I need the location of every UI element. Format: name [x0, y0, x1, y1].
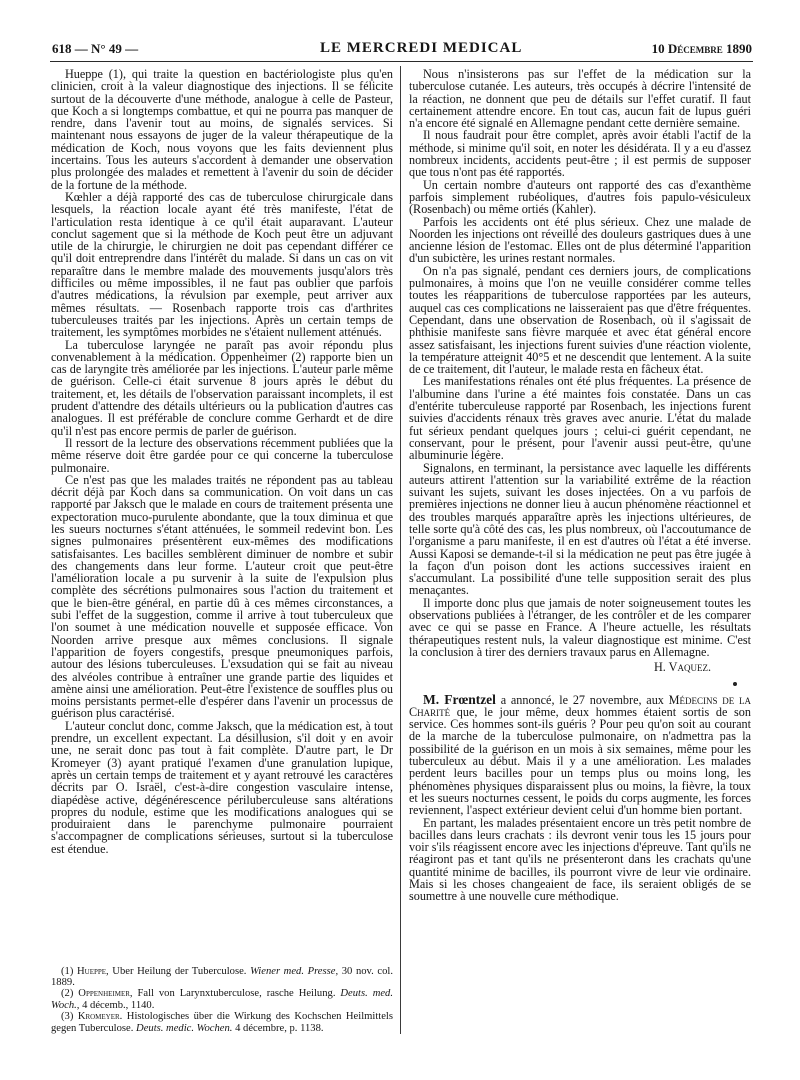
- footnote-journal: Deuts. medic. Wochen.: [136, 1022, 233, 1034]
- column-divider: [400, 66, 401, 1034]
- footnote-reference: 4 décembre, p. 1138.: [232, 1022, 324, 1034]
- header-rule: [50, 61, 753, 62]
- footnote-journal: Deuts. med. Woch.,: [51, 988, 393, 1011]
- footnote-3: [51, 1011, 393, 1034]
- paragraph-desiderata: Il nous faudrait pour être complet, après avoir établi l'actif de la méthode, si minime qu'il soit, en noter les désidérata. Il y a eu d'assez nombreux incidents, accidents peut-être ; il est permis de supposer que tous n'ont pas été rapportés.: [409, 128, 751, 180]
- author-signature: H. Vaquez.: [653, 660, 711, 675]
- paragraph-laryngeal-tuberculosis: La tuberculose laryngée ne paraît pas avoir répondu plus convenablement à la médication. Oppenheimer (2) rapporte bien un cas de laryngite très améliorée par les injections. L'auteur parle même de guérison. Celle-ci était survenue 8 jours après le début du traitement, et, les détails de l'observation paraissant incomplets, il est prudent d'attendre des détails ultérieurs ou la publication d'autres cas analogues. Il est préférable de conclure comme Gerhardt et de dire qu'il n'est pas encore permis de parler de guérison.: [51, 337, 393, 438]
- paragraph-pulmonary-reserve: Il ressort de la lecture des observations récemment publiées que la même réserve doit être gardée pour ce qui concerne la tuberculose pulmonaire.: [51, 435, 393, 475]
- paragraph-conclusion: Il importe donc plus que jamais de noter soigneusement toutes les observations publiées à l'étranger, de les contrôler et de les comparer avec ce qui se passe en France. A l'heure actuelle, les résultats thérapeutiques restent nuls, la valeur diagnostique est minime. C'est la conclusion à tirer des derniers travaux parus en Allemagne.: [409, 595, 751, 659]
- paragraph-text: que, le jour même, deux hommes étaient sortis de son service. Ces hommes sont-ils guéris ? Pour peu qu'on soit au courant de la marche de la tuberculose pulmonaire, on n'admettra pas la possibilité de la guérison en un mois à six semaines, même pour les tuberculeux au début. Mais il y a une amélioration. Les malades perdent leurs bacilles pour un temps plus ou moins long, les phénomènes physiques disparaissent plus ou moins, la fièvre, la toux et les sueurs nocturnes cessent, le poids du corps augmente, les forces reviennent, l'aspect extérieur devient celui d'un homme bien portant.: [409, 704, 751, 818]
- paragraph-koehler: Kœhler a déjà rapporté des cas de tuberculose chirurgicale dans lesquels, la réaction locale ayant été très manifeste, l'état de l'articulation resta identique à ce qu'il était auparavant. L'auteur conclut sagement que si la méthode de Koch peut être un adjuvant utile de la chirurgie, le chirurgien ne doit pas cependant différer ce qu'il doit entreprendre dans l'intérêt du malade. Si dans un cas on vit reparaître dans le membre malade des mouvements jusqu'alors très difficiles ou même impossibles, il ne faut pas oublier que parfois d'autres médications, la révulsion par exemple, peut arriver aux mêmes résultats. — Rosenbach rapporte trois cas d'arthrites tuberculeuses traités par les injections. Après un certain temps de traitement, les symptômes morbides ne s'étaient nullement atténués.: [51, 189, 393, 340]
- footnote-author: Oppenheimer,: [78, 988, 133, 1000]
- paragraph-kromeyer: L'auteur conclut donc, comme Jaksch, que la médication est, à tout prendre, un excellent expectant. La désillusion, s'il doit y en avoir une, ne serait donc pas tout à fait complète. D'autre part, le Dr Kromeyer (3) ayant pratiqué l'examen d'une granulation lupique, après un certain temps de traitement et y ayant retrouvé les caractères décrits par O. Israël, c'est-à-dire congestion vasculaire intense, diapédèse active, dégénérescence périluberculeuse sans altérations propres du nodule, estime que les modifications analogues qui se produiraient dans le parenchyme pulmonaire pourraient s'accompagner de complications sérieuses, surtout si la tuberculose est étendue.: [51, 718, 393, 856]
- footnote-title: Histologisches über die Wirkung des Kochschen Heilmittels gegen Tuberculose.: [51, 1011, 393, 1034]
- paragraph-reaction-variability: Signalons, en terminant, la persistance avec laquelle les différents auteurs attirent l'attention sur la variabilité extrême de la réaction suivant les sujets, suivant les doses injectées. On a vu parfois de premières injections ne donner lieu à aucun phénomène réactionnel et des troubles marqués apparaître après les injections ultérieures, de telle sorte qu'à côté des cas, les plus nombreux, où l'accoutumance de l'organisme a paru manifeste, il en est d'autres où l'état a été inverse. Aussi Kaposi se demande-t-il si la médication ne peut pas être jugée à la façon d'un poison dont les actions successives iraient en s'accumulant. La possibilité d'une telle supposition serait des plus menaçantes.: [409, 460, 751, 598]
- paragraph-cutaneous-tuberculosis: Nous n'insisterons pas sur l'effet de la médication sur la tuberculose cutanée. Les auteurs, très occupés à décrire l'intensité de la réaction, ne donnent que peu de détails sur l'effet curatif. Il faut certainement attendre encore. En tout cas, aucun fait de lupus guéri n'a encore été signalé en Allemagne pendant cette dernière semaine.: [409, 67, 751, 131]
- lead-name: M. Frœntzel: [423, 691, 496, 707]
- footnote-number: (1): [61, 965, 77, 977]
- left-column: [51, 68, 393, 1034]
- footnote-reference: 30 nov. col. 1889.: [51, 965, 393, 988]
- footnote-1: [51, 966, 393, 989]
- paragraph-hueppe: Hueppe (1), qui traite la question en bactériologiste plus qu'en clinicien, croit à la valeur diagnostique des injections. Il se félicite surtout de la découverte d'une méthode, analogue à celle de Pasteur, que Koch a si longtemps combattue, et qui ne pourra pas manquer de rendre, dans l'avenir tout au moins, de signalés services. Si maintenant nous essayons de juger de la valeur thérapeutique de la médication de Koch, nous voyons que les faits deviennent plus incertains. Tous les auteurs s'accordent à demander une observation plus prolongée des malades et remettent à l'avenir du soin de décider de la fortune de la méthode.: [51, 67, 393, 192]
- separator-dot: [733, 682, 737, 686]
- paragraph-fraentzel: [409, 691, 751, 818]
- footnotes: [51, 958, 393, 1034]
- footnote-reference: 4 décemb., 1140.: [79, 999, 155, 1011]
- issue-date: 10 Décembre 1890: [651, 41, 752, 56]
- footnote-journal: Wiener med. Presse,: [250, 965, 339, 977]
- footnote-author: Hueppe,: [76, 965, 109, 977]
- paragraph-exanthema: Un certain nombre d'auteurs ont rapporté des cas d'exanthème parfois simplement rubéoliques, d'autres fois papulo-vésiculeux (Rosenbach) ou même ortiés (Kahler).: [409, 177, 751, 217]
- footnote-title: Uber Heilung der Tuberculose.: [108, 965, 251, 977]
- journal-title: LE MERCREDI MEDICAL: [320, 40, 523, 56]
- paragraph-discharge: En partant, les malades présentaient encore un très petit nombre de bacilles dans leurs crachats : ils devront venir tous les 15 jours pour voir s'ils réagissent encore avec les injections d'épreuve. Tant qu'ils ne réagiront pas et tant qu'ils ne présenteront dans les crachats qu'une quantité minime de bacilles, ils pourront vivre de leur vie ordinaire. Mais si les choses changeaient de face, ils seraient obligés de se soumettre à une nouvelle cure méthodique.: [409, 815, 751, 904]
- right-column: [409, 68, 751, 903]
- section-separator: [409, 674, 751, 694]
- footnote-author: Kromeyer.: [77, 1011, 123, 1023]
- paragraph-pulmonary-complications: On n'a pas signalé, pendant ces derniers jours, de complications pulmonaires, à moins que l'on ne veuille considérer comme telles toutes les réapparitions de tuberculose rapportées par les auteurs, auquel cas ces complications ne laisseraient pas que d'être fréquentes. Cependant, dans une observation de Rosenbach, où il s'agissait de phthisie manifeste sans fièvre marquée et avec état général encore assez satisfaisant, les injections furent suivies d'une réaction violente, la température atteignit 40°5 et ne descendit que lentement. A la suite de ce traitement, dit l'auteur, le malade resta en fâcheux état.: [409, 263, 751, 377]
- page-and-issue-number: 618 — N° 49 —: [52, 41, 139, 56]
- left-column-body: [51, 68, 393, 855]
- paragraph-serious-accidents: Parfois les accidents ont été plus sérieux. Chez une malade de Noorden les injections ont réveillé des douleurs gastriques dues à une ancienne lésion de l'estomac. Elles ont de plus déterminé l'apparition d'un subictère, les urines restant normales.: [409, 214, 751, 266]
- paragraph-text: a annoncé, le 27 novembre, aux: [495, 692, 669, 707]
- footnote-number: (2): [61, 988, 79, 1000]
- institution-name: Médecins de la Charité: [409, 692, 751, 719]
- paragraph-renal-manifestations: Les manifestations rénales ont été plus fréquentes. La présence de l'albumine dans l'urine a été maintes fois constatée. Dans un cas d'entérite tuberculeuse rapporté par Rosenbach, les injections furent suivies d'accidents rénaux très graves avec anurie. L'état du malade fut sérieux pendant quelques jours ; celui-ci guérit cependant, ne conservant, pour le présent, pour l'avenir aussi peut-être, qu'une albuminurie légère.: [409, 374, 751, 463]
- paragraph-jaksch-noorden: Ce n'est pas que les malades traités ne répondent pas au tableau décrit déjà par Koch dans sa communication. On voit dans un cas rapporté par Jaksch que le malade en cours de traitement présenta une expectoration muco-purulente abondante, que la toux diminua et que les sueurs nocturnes s'étant atténuées, le sommeil redevint bon. Les signes pulmonaires présentèrent eux-mêmes des modifications satisfaisantes. Les bacilles semblèrent diminuer de nombre et subir des changements dans leur forme. L'auteur croit que peut-être l'amélioration locale a pu survenir à la suite de l'expulsion plus complète des sécrétions pulmonaires sous l'action du traitement et que le bien-être général, en partie dû à ces mêmes circonstances, a subi l'effet de la suggestion, comme il arrive à tout tuberculeux que l'on soumet à une médication nouvelle et supposée efficace. Von Noorden arrive presque aux mêmes conclusions. Il signale l'apparition de foyers congestifs, presque pneumoniques parfois, autour des lésions tuberculeuses. L'exsudation qui se fait au niveau des alvéoles contribue à entraîner une grande partie des liquides et amène ainsi une amélioration. Peut-être l'existence de souffles plus ou moins persistants permet-elle d'espérer dans l'avenir un processus de guérison plus caractérisé.: [51, 472, 393, 721]
- footnote-number: (3): [61, 1011, 78, 1023]
- footnote-2: [51, 988, 393, 1011]
- footnote-title: Fall von Larynxtuberculose, rasche Heilung.: [132, 988, 341, 1000]
